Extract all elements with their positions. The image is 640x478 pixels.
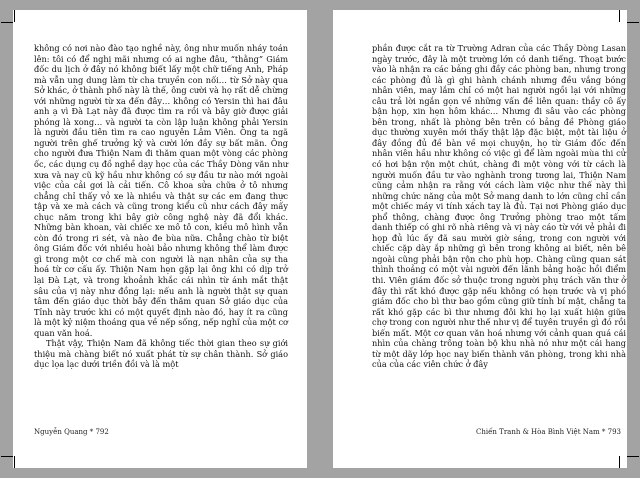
page-footer: Nguyễn Quang * 792	[34, 428, 109, 436]
left-page	[13, 10, 307, 468]
right-page	[333, 10, 627, 468]
paragraph: phần được cắt ra từ Trường Adran của các Thầy Dòng Lasan ngày trước, đây là một trường lớn có danh tiếng. Thoạt bước vào là nhận ra các bảng ghi đầy các phòng ban, nhưng trong các phòng đủ là gì ghi hành chánh nhưng đều vắng bóng nhân viên, may lắm chỉ có một hai người ngồi lại với những câu trả lời ngắn gọn về những vấn đề liên quan: thầy cô ấy bận họp, xin hẹn hôm khác… Nhưng đi sâu vào các phòng bên trong, nhất là phòng bên trên có bảng đề Phòng giáo dục thường xuyên mới thấy thật lập đặc biệt, một tài liệu ở đây đồng đủ đề bàn về mọi chuyện, họ từ Giám đốc đến nhân viên hầu như không có việc gì để làm ngoài mùa thi cử có hơi bận rộn một chút, chàng đi một vòng với từ cách là người muốn đầu tư vào nghành trong tương lai, Thiện Nam cũng cảm nhận ra rằng với cách làm việc như thế này thì những chức năng của một Sở mang danh to lớn cũng chỉ cần một chiếc máy vi tính xách tay là đủ. Tại nơi Phòng giáo dục phổ thông, chàng được ông Trưởng phòng trao một tấm danh thiếp có ghi rõ nhà riêng và vị này cáo từ với vẻ phải đi họp đủ lúc ấy đã sau mười giờ sáng, trong con người với chiếc cặp dày ắp những gì bên trong không ai biết, nên bê ngoài cũng phải bận rộn cho phù hợp. Chàng cũng quan sát thình thoảng có một vài người đến lãnh bảng hoặc hồi điểm thi. Viên giám đốc sở thuộc trong người phụ trách văn thư ở đây thì rất khó được gặp nếu không có hẹn trước và vị phó giám đốc cho bì thư bao gồm cũng giữ tính bí mật, chẳng ta rất khó gặp các bì thư nhưng đôi khi họ lại xuất hiện giữa chợ trong con người như thế như vị để tuyên truyền gì đó rồi biến mất. Một cơ quan văn hoá nhưng với cảnh quan quá cái nhìn của chàng trông toàn bộ khu nhà nó như một cái hang từ một dãy lớp học nay biến thành văn phòng, trong khi nhà của của các viên chức ở đây	[372, 43, 626, 370]
crop-mark	[1, 456, 13, 457]
crop-mark	[1, 22, 13, 23]
paragraph: không có nơi nào đào tạo nghề này, ông như muốn nháy toán lên: tôi có để nghị mãi nhưng có ai nghe đâu, “thằng” Giám đốc du lịch ở đây nó không biết lấy một chữ tiếng Anh, Pháp mà vẫn ung dung làm từ cha truyền con nối… từ Sở này qua Sở khác, ở thành phố này là thế, ông cười và họ rất dễ chừng với những người từ xa đến đây… không có Yersin thì hai đâu anh ạ vì Đà Lạt này đã được tìm ra rồi và bây giờ được giải phóng là xong… và người ta còn lập luận không phải Yersin là người đầu tiên tìm ra cao nguyên Lâm Viên. Ông ta ngã người trên ghế trưởng kỷ và cười lớn đầy sự bất mãn. Ông cho người đưa Thiện Nam đi thăm quan một vòng các phòng ốc, các dụng cụ đồ nghề dạy học của các Thầy Dòng văn như xưa và nay cũ kỹ hầu như không có sự đầu tư nào mới ngoài việc của cải gơi là cải tiến. Cô khoa sửa chữa ở tô nhưng chẳng chỉ thấy vỏ xe là nhiều và thật sự các em đang thực tập và xe mà cách và cũng trong kiểu cũ như cách đây mấy chục năm trong khi bây giờ công nghệ này đã đổi khác. Những bàn khoan, vài chiếc xe mô tô con, kiều mô hình vẫn còn đó trong ri sét, và nào đe bùa nữa. Chẳng chào từ biệt ông Giám đốc với nhiều hoài bảo nhưng không thể làm được gì trong một cơ chế mà con người là nạn nhân của sự tha hoá từ cơ cấu ấy. Thiện Nam hẹn gặp lại ông khi có dịp trở lại Đà Lạt, và trong khoảnh khắc cái nhìn từ ánh mắt thật sâu của vị này như đồng lại: nếu anh là người thật sự quan tâm đến giáo dục thời bây đến thăm quan Sở giáo dục của Tỉnh này trước khi có một quyết định nào đó, hay ít ra cũng là một kỷ niệm thoáng qua về nếp sống, nếp nghĩ của một cơ quan văn hoá.	[34, 43, 288, 338]
crop-mark	[619, 10, 620, 22]
page-footer: Chiến Tranh & Hòa Bình Việt Nam * 793	[476, 428, 621, 436]
crop-mark	[619, 456, 620, 468]
right-page-body	[372, 43, 626, 370]
left-page-body	[34, 43, 288, 370]
crop-mark	[627, 22, 639, 23]
crop-mark	[627, 456, 639, 457]
paragraph: Thật vậy, Thiện Nam đã không tiếc thời gian theo sự giới thiệu mà chàng biết nó xuất phát từ sự chân thành. Sở giáo dục lọa lạc dưới triền đồi và là một	[34, 338, 288, 370]
crop-mark	[14, 456, 15, 468]
crop-mark	[14, 10, 15, 22]
